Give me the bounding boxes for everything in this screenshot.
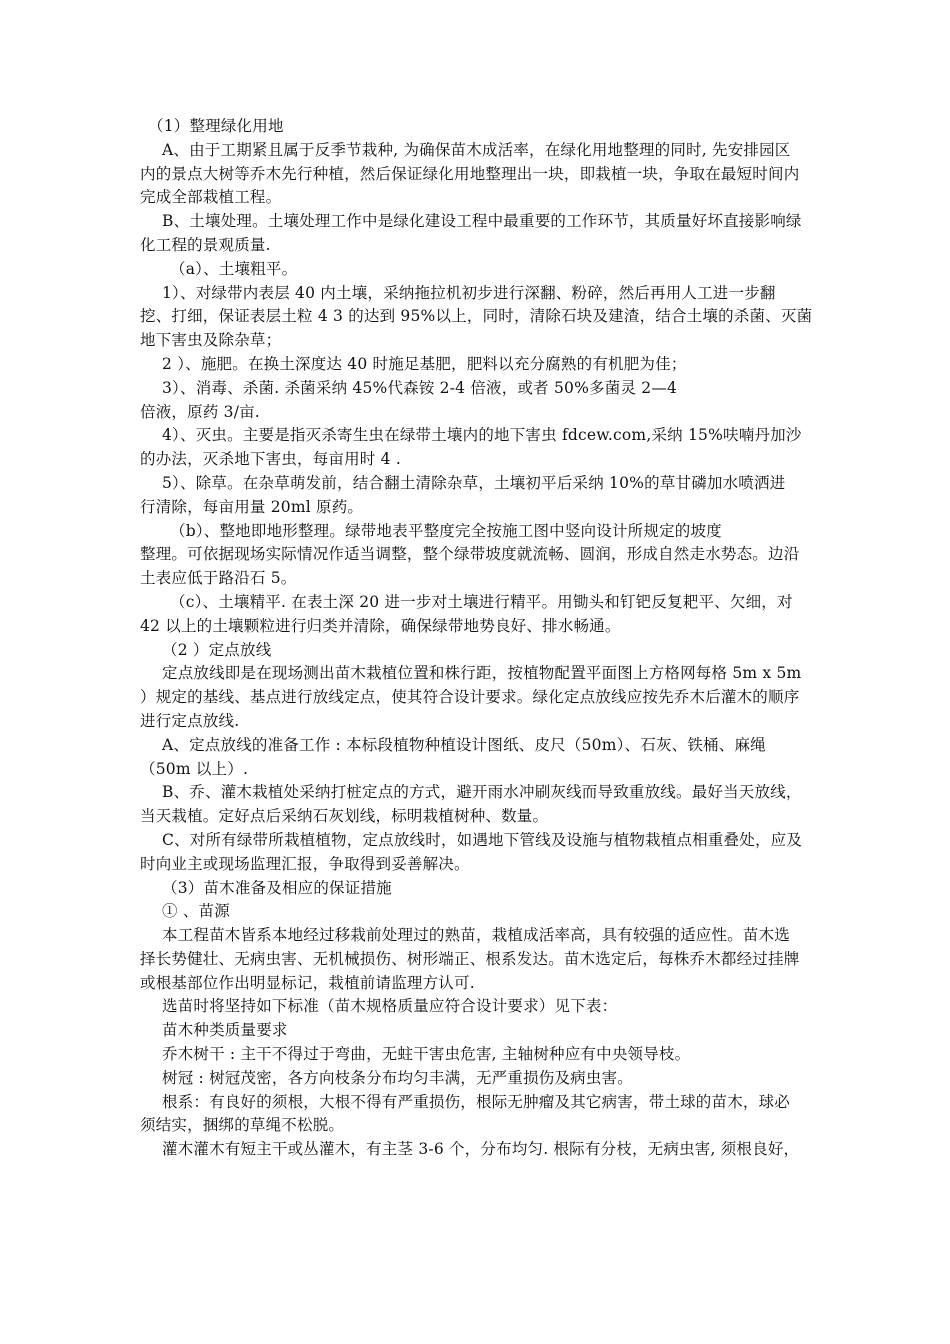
text-line: 灌木灌木有短主干或丛灌木，有主茎 3-6 个，分布均匀. 根际有分枝，无病虫害, 须根良好， [162, 1140, 800, 1159]
text-line: B、土壤处理。土壤处理工作中是绿化建设工程中最重要的工作环节，其质量好坏直接影响绿 [162, 212, 802, 231]
text-line: 内的景点大树等乔木先行种植，然后保证绿化用地整理出一块，即栽植一块，争取在最短时间内 [140, 164, 800, 183]
text-line: B、乔、灌木栽植处采纳打桩定点的方式，避开雨水冲刷灰线而导致重放线。最好当天放线， [162, 783, 802, 802]
text-line: 倍液，原药 3/亩. [140, 402, 260, 421]
text-line: 2 ）、施肥。在换土深度达 40 时施足基肥，肥料以充分腐熟的有机肥为佳； [162, 354, 687, 373]
text-line: （3）苗木准备及相应的保证措施 [162, 878, 392, 897]
text-line: （c）、土壤精平. 在表土深 20 进一步对土壤进行精平。用锄头和钉钯反复耙平、欠细，对 [170, 592, 793, 611]
text-line: 择长势健壮、无病虫害、无机械损伤、树形端正、根系发达。苗木选定后，每株乔木都经过挂牌 [140, 949, 800, 968]
text-line: （b）、整地即地形整理。绿带地表平整度完全按施工图中竖向设计所规定的坡度 [170, 521, 722, 540]
text-line: ）规定的基线、基点进行放线定点，使其符合设计要求。绿化定点放线应按先乔木后灌木的顺序 [140, 688, 800, 707]
text-line: 或根基部位作出明显标记，栽植前请监理方认可. [140, 973, 475, 992]
document-body [140, 115, 820, 1162]
text-line: 树冠 : 树冠茂密，各方向枝条分布均匀丰满，无严重损伤及病虫害。 [162, 1068, 633, 1087]
text-line: 3）、消毒、杀菌. 杀菌采纳 45%代森铵 2-4 倍液，或者 50%多菌灵 2—4 [162, 378, 678, 397]
text-line: 的办法，灭杀地下害虫，每亩用时 4 . [140, 450, 401, 469]
text-line: 本工程苗木皆系本地经过移栽前处理过的熟苗，栽植成活率高，具有较强的适应性。苗木选 [162, 926, 791, 945]
text-line: 土表应低于路沿石 5。 [140, 569, 297, 588]
text-line: 根系：有良好的须根，大根不得有严重损伤，根际无肿瘤及其它病害，带土球的苗木，球必 [162, 1092, 791, 1111]
text-line: （a）、土壤粗平。 [170, 259, 298, 278]
text-line: 当天栽植。定好点后采纳石灰划线，标明栽植树种、数量。 [140, 807, 549, 826]
text-line: 苗木种类质量要求 [162, 1021, 288, 1040]
text-line: （1）整理绿化用地 [148, 117, 284, 135]
text-line: 定点放线即是在现场测出苗木栽植位置和株行距，按植物配置平面图上方格网每格 5m x 5m [162, 664, 802, 683]
text-line: 时向业主或现场监理汇报，争取得到妥善解决。 [140, 854, 470, 873]
text-line: 乔木树干 : 主干不得过于弯曲，无蛀干害虫危害, 主轴树种应有中央领导枝。 [162, 1045, 691, 1064]
text-line: 完成全部栽植工程。 [140, 188, 282, 207]
text-line: 进行定点放线. [140, 711, 240, 730]
text-line: 行清除，每亩用量 20ml 原药。 [140, 497, 364, 516]
text-line: 1）、对绿带内表层 40 内土壤，采纳拖拉机初步进行深翻、粉碎，然后再用人工进一步翻 [162, 283, 776, 302]
text-line: 须结实，捆绑的草绳不松脱。 [140, 1116, 345, 1135]
text-line: ① 、苗源 [162, 902, 230, 921]
text-line: 5）、除草。在杂草萌发前，结合翻土清除杂草，土壤初平后采纳 10%的草甘磷加水喷洒进 [162, 473, 786, 492]
text-line: 选苗时将坚持如下标准（苗木规格质量应符合设计要求）见下表： [162, 997, 618, 1016]
text-line: 地下害虫及除杂草； [140, 331, 282, 350]
text-line: 整理。可依据现场实际情况作适当调整，整个绿带坡度就流畅、圆润，形成自然走水势态。边沿 [140, 545, 800, 564]
text-line: 挖、打细，保证表层土粒 4 3 的达到 95%以上，同时，清除石块及建渣，结合土壤的杀菌、灭菌 [140, 307, 813, 326]
text-line: C、对所有绿带所栽植植物，定点放线时，如遇地下管线及设施与植物栽植点相重叠处，应及 [162, 830, 803, 849]
text-line: A、由于工期紧且属于反季节栽种, 为确保苗木成活率，在绿化用地整理的同时, 先安排园区 [162, 140, 791, 159]
text-line: （2 ）定点放线 [162, 640, 272, 659]
text-line: （50m 以上）. [140, 759, 249, 778]
text-line: 化工程的景观质量. [140, 235, 271, 254]
text-line: 4）、灭虫。主要是指灭杀寄生虫在绿带土壤内的地下害虫 fdcew.com,采纳 15%呋喃丹加沙 [162, 426, 802, 445]
text-line: 42 以上的土壤颗粒进行归类并清除，确保绿带地势良好、排水畅通。 [140, 616, 621, 635]
text-line: A、定点放线的准备工作 : 本标段植物种植设计图纸、皮尺（50m）、石灰、铁桶、麻绳 [162, 735, 766, 754]
